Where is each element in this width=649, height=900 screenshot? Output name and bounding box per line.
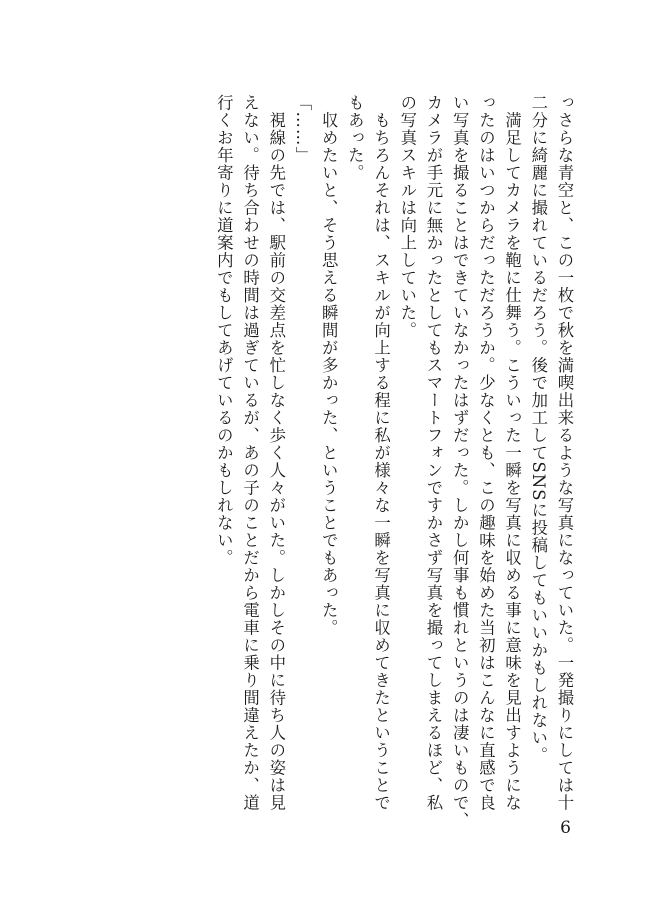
text-line: 「……」 (292, 94, 312, 164)
text-line: 収めたいと、そう思える瞬間が多かった、ということでもあった。 (319, 94, 339, 637)
text-line: 満足してカメラを鞄に仕舞う。こういった一瞬を写真に収める事に意味を見出すようにな (502, 94, 522, 812)
text-line: もあった。 (345, 94, 365, 182)
novel-text-body (210, 94, 577, 829)
text-line: 二分に綺麗に撮れているだろう。後で加工してSNSに投稿してもいいかもしれない。 (528, 94, 548, 765)
text-line: 行くお年寄りに道案内でもしてあげているのかもしれない。 (214, 94, 234, 567)
page-number: 6 (560, 818, 571, 838)
text-line: えない。待ち合わせの時間は過ぎているが、あの子のことだから電車に乗り間違えたか、道 (240, 94, 260, 812)
text-line: い写真を撮ることはできていなかったはずだった。しかし何事も慣れというのは凄いもので、 (450, 94, 470, 829)
text-line: の写真スキルは向上していた。 (397, 94, 417, 339)
text-line: っさらな青空と、この一枚で秋を満喫出来るような写真になっていた。一発撮りにしては十 (555, 94, 574, 812)
text-line: カメラが手元に無かったとしてもスマートフォンですかさず写真を撮ってしまえるほど、私 (423, 94, 443, 812)
text-line: もちろんそれは、スキルが向上する程に私が様々な一瞬を写真に収めてきたということで (371, 94, 391, 812)
text-line: ったのはいつからだっただろうか。少なくとも、この趣味を始めた当初はこんなに直感で良 (476, 94, 496, 812)
text-line: 視線の先では、駅前の交差点を忙しなく歩く人々がいた。しかしその中に待ち人の姿は見 (266, 94, 286, 812)
